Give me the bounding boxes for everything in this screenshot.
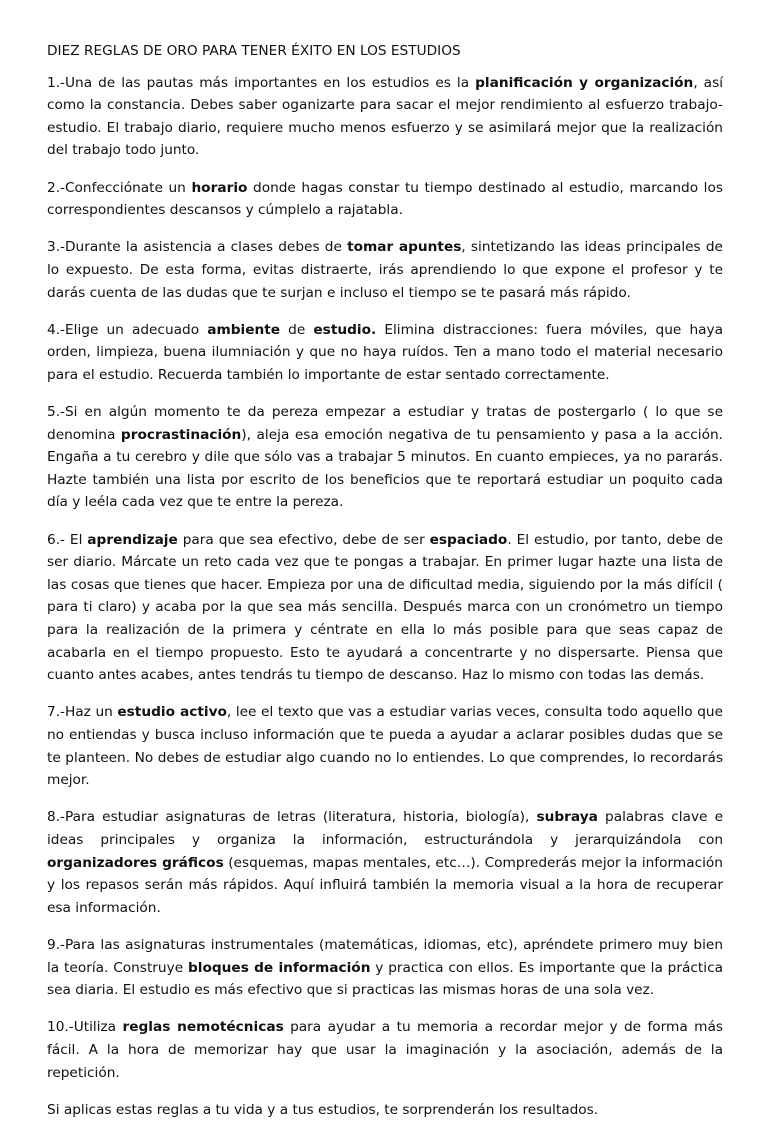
rule-keyword: espaciado xyxy=(429,531,508,548)
rule-text: 8.-Para estudiar asignaturas de letras (literatura, historia, biología), xyxy=(47,809,537,826)
rule-keyword: reglas nemotécnicas xyxy=(122,1019,284,1036)
rule-keyword: horario xyxy=(191,179,248,196)
rule-keyword: estudio. xyxy=(313,321,377,338)
rule-text: , así como la constancia. Debes saber oganizarte para sacar el mejor rendimiento al esfuerzo trabajo-estudio. El trabajo diario, requiere mucho menos esfuerzo y se asimilará mejor que la realización del trabajo todo junto. xyxy=(47,74,724,159)
document-title: DIEZ REGLAS DE ORO PARA TENER ÉXITO EN LOS ESTUDIOS xyxy=(47,43,461,59)
rule-keyword: bloques de información xyxy=(187,959,371,976)
rule-paragraph-3 xyxy=(47,236,723,304)
rule-text: 1.-Una de las pautas más importantes en los estudios es la xyxy=(47,74,476,91)
rule-paragraph-2 xyxy=(47,177,723,222)
rule-keyword: planificación y organización xyxy=(475,74,694,91)
closing-paragraph: Si aplicas estas reglas a tu vida y a tus estudios, te sorprenderán los resultados. xyxy=(47,1101,599,1118)
rule-text: . El estudio, por tanto, debe de ser diario. Márcate un reto cada vez que te pongas a trabajar. En primer lugar hazte una lista de las cosas que tienes que hacer. Empieza por una de dificultad media, siguiendo por la más difícil ( para ti claro) y acaba por la que sea más sencilla. Después marca con un cronómetro un tiempo para la realización de la primera y céntrate en ella lo más posible para que seas capaz de acabarla en el tiempo propuesto. Esto te ayudará a concentrarte y no dispersarte. Piensa que cuanto antes acabes, antes tendrás tu tiempo de descanso. Haz lo mismo con todas las demás. xyxy=(47,531,723,684)
rule-paragraph-8 xyxy=(47,806,723,919)
rule-keyword: estudio activo xyxy=(117,704,227,721)
rule-text: , lee el texto que vas a estudiar varias veces, consulta todo aquello que no entiendas y busca incluso información que te pueda a ayudar a aclarar posibles dudas que se te planteen. No debes de estudiar algo cuando no lo entiendes. Lo que comprendes, lo recordarás mejor. xyxy=(47,704,723,789)
rule-text: palabras clave e ideas principales y organiza la información, estructurándola y jerarquizándola con xyxy=(47,809,723,848)
rule-text: de xyxy=(280,321,314,338)
rule-paragraph-6 xyxy=(47,529,723,687)
rule-text: 10.-Utiliza xyxy=(47,1019,123,1036)
rule-text: 4.-Elige un adecuado xyxy=(47,321,208,338)
rule-text: , sintetizando las ideas principales de lo expuesto. De esta forma, evitas distraerte, irás aprendiendo lo que expone el profesor y te darás cuenta de las dudas que te surjan e incluso el tiempo se te pasará más rápido. xyxy=(47,239,723,301)
rule-text: 9.-Para las asignaturas instrumentales (matemáticas, idiomas, etc), apréndete primero muy bien la teoría. Construye xyxy=(47,936,723,976)
rule-paragraph-9 xyxy=(47,934,723,1002)
rule-keyword: subraya xyxy=(536,809,598,826)
rule-text: 6.- El xyxy=(47,531,88,548)
rule-keyword: ambiente xyxy=(207,321,281,338)
rule-keyword: tomar apuntes xyxy=(347,239,462,256)
rule-paragraph-1 xyxy=(47,72,723,162)
rule-text: 7.-Haz un xyxy=(47,704,118,721)
rule-paragraph-7 xyxy=(47,701,723,791)
rule-text: 2.-Confecciónate un xyxy=(47,179,192,196)
rule-text: 3.-Durante la asistencia a clases debes de xyxy=(47,239,348,256)
rule-keyword: aprendizaje xyxy=(87,531,178,548)
rule-text: para ayudar a tu memoria a recordar mejor y de forma más fácil. A la hora de memorizar hay que usar la imaginación y la asociación, además de la repetición. xyxy=(47,1019,723,1081)
rule-paragraph-10 xyxy=(47,1016,723,1084)
rule-text: donde hagas constar tu tiempo destinado al estudio, marcando los correspondientes descansos y cúmplelo a rajatabla. xyxy=(47,179,723,219)
rule-keyword: procrastinación xyxy=(120,426,242,443)
rule-text: 5.-Si en algún momento te da pereza empezar a estudiar y tratas de postergarlo ( lo que se denomina xyxy=(47,404,723,443)
rule-text: Elimina distracciones: fuera móviles, que haya orden, limpieza, buena ilumniación y que no haya ruídos. Ten a mano todo el material necesario para el estudio. Recuerda también lo importante de estar sentado correctamente. xyxy=(47,321,723,383)
rule-text: y practica con ellos. Es importante que la práctica sea diaria. El estudio es más efectivo que si practicas las mismas horas de una sola vez. xyxy=(47,959,723,999)
rule-text: (esquemas, mapas mentales, etc…). Comprederás mejor la información y los repasos serán más rápidos. Aquí influirá también la memoria visual a la hora de recuperar esa información. xyxy=(47,854,723,916)
document-page xyxy=(47,40,723,1136)
rule-text: ), aleja esa emoción negativa de tu pensamiento y pasa a la acción. Engaña a tu cerebro y dile que sólo vas a trabajar 5 minutos. En cuanto empieces, ya no pararás. Hazte también una lista por escrito de los beneficios que te reportará estudiar un poquito cada día y leéla cada vez que te entre la pereza. xyxy=(47,426,723,511)
rule-keyword: organizadores gráficos xyxy=(47,854,224,871)
rule-paragraph-5 xyxy=(47,401,723,514)
rule-text: para que sea efectivo, debe de ser xyxy=(177,531,430,548)
rule-paragraph-4 xyxy=(47,319,723,387)
rules-list xyxy=(47,72,723,1085)
